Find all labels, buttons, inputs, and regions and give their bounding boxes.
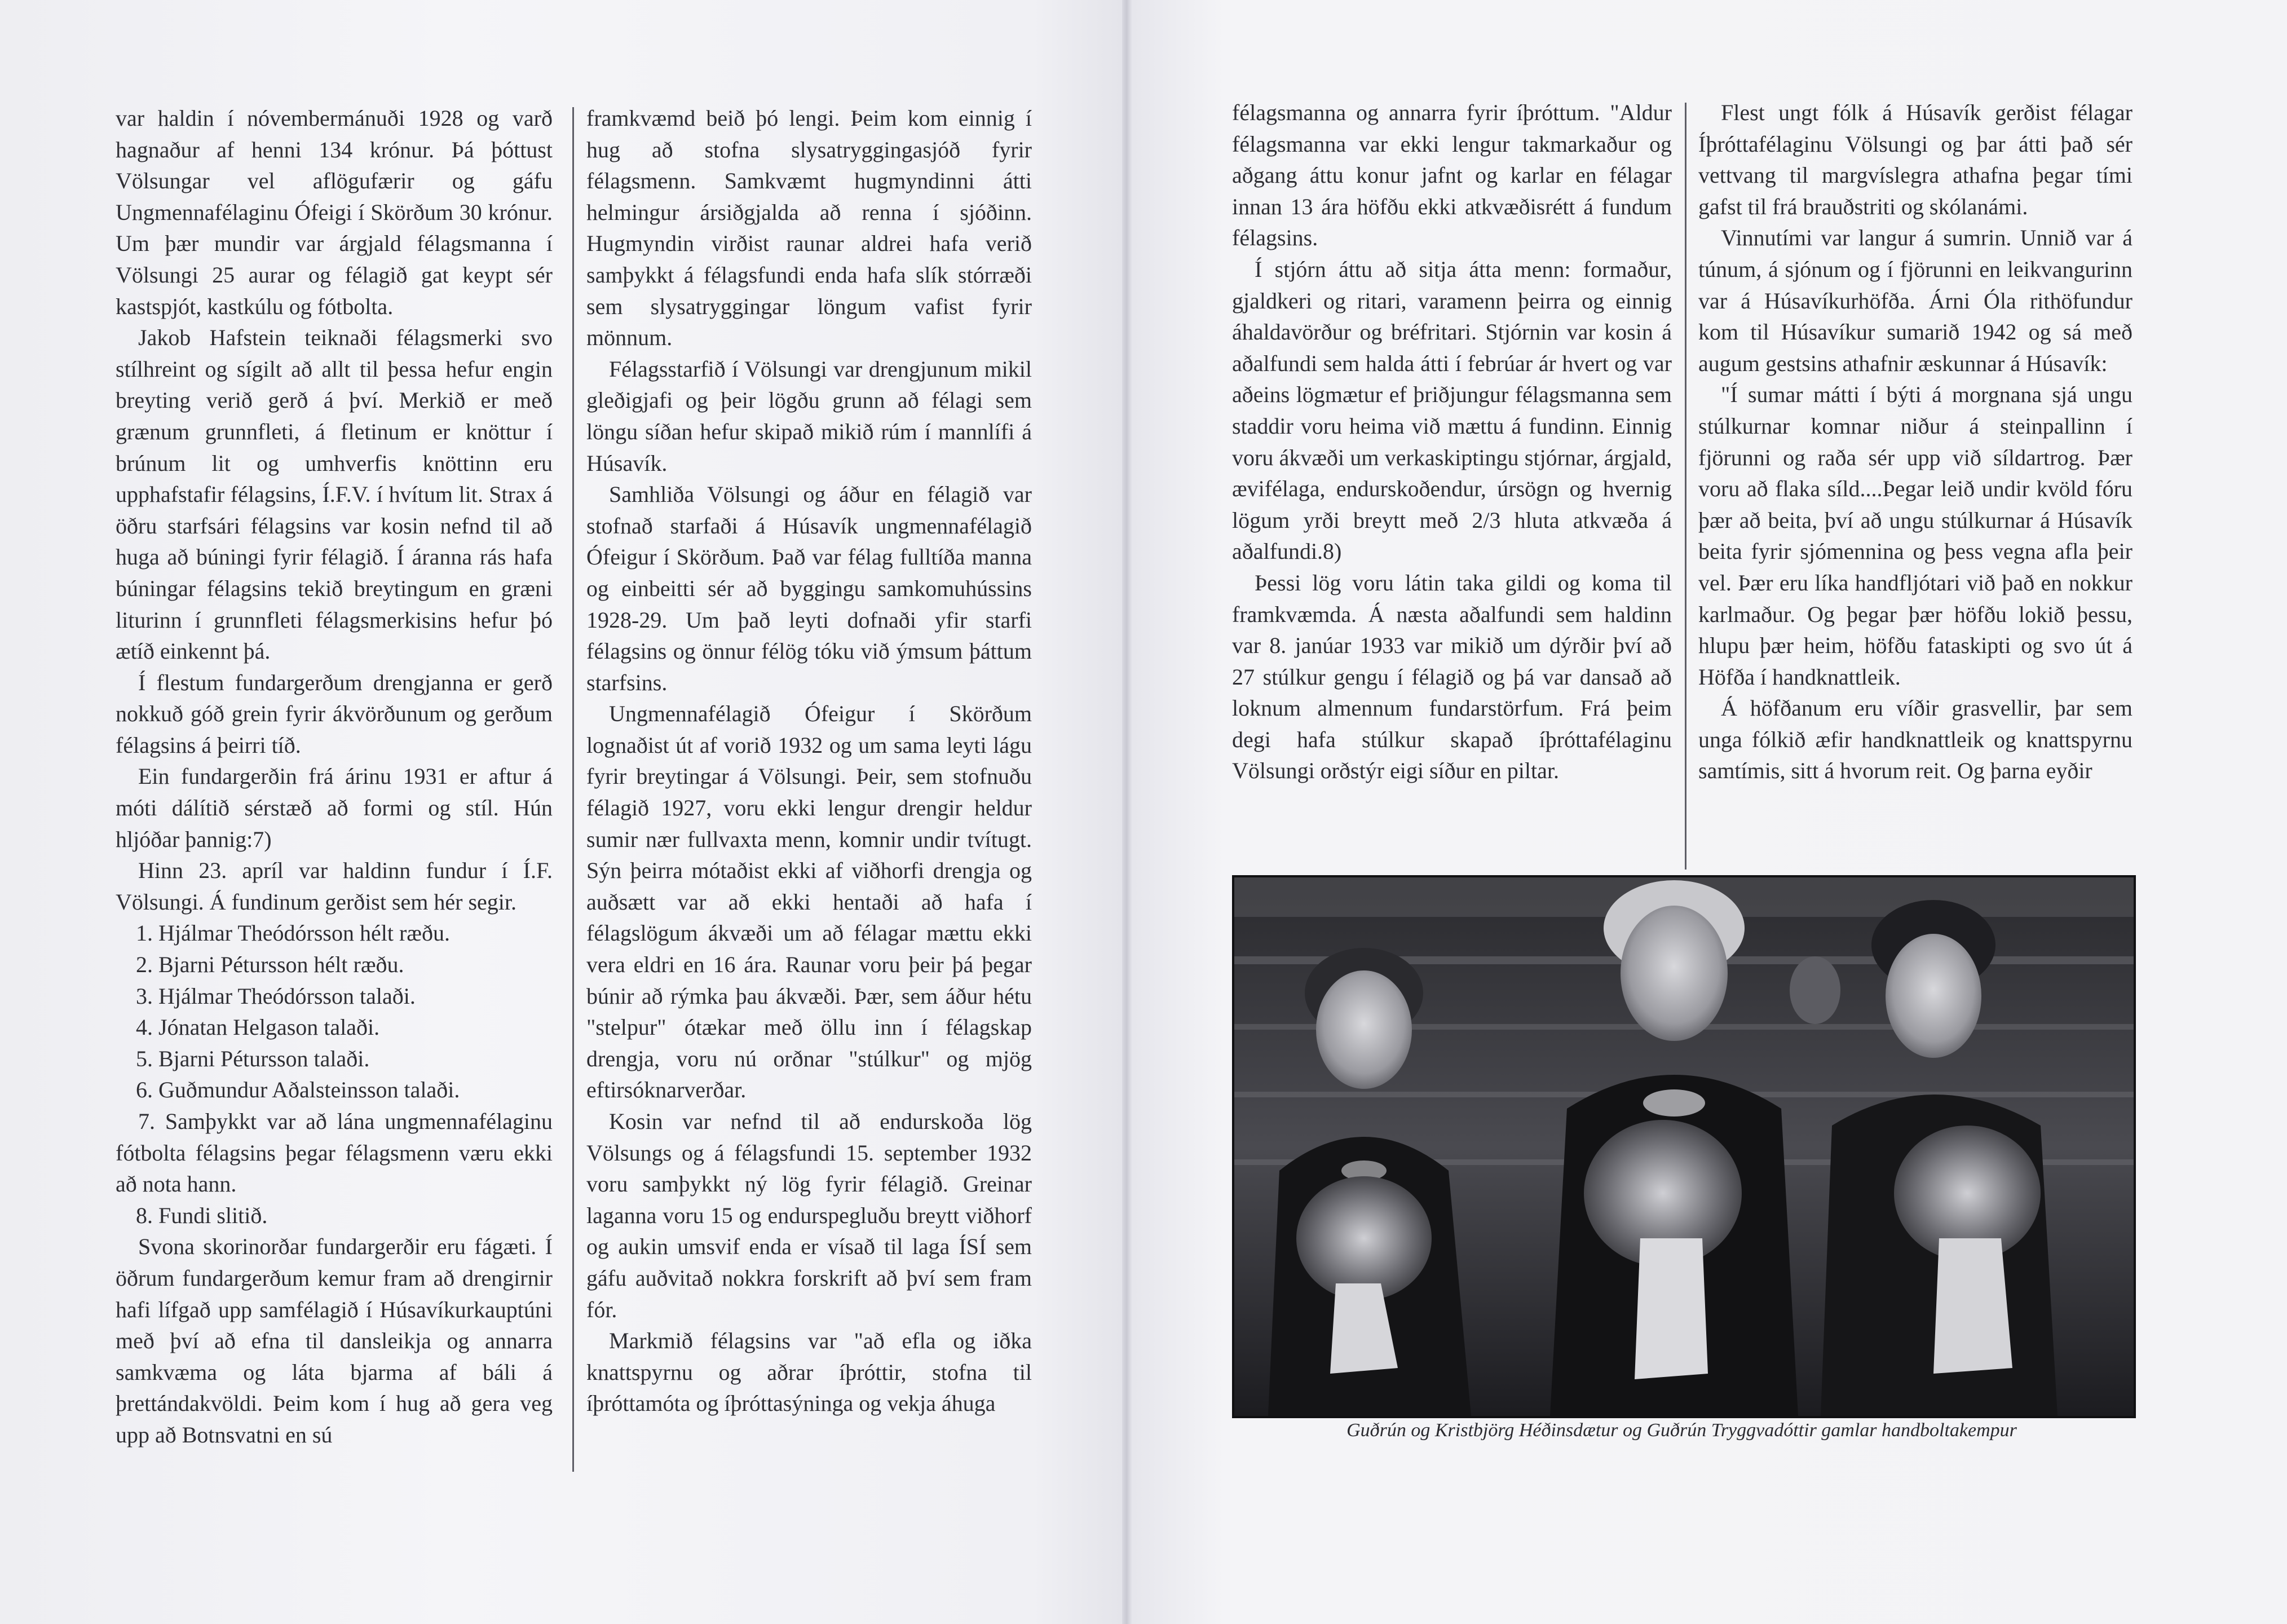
- right-page-column-1: [1232, 97, 1672, 875]
- paragraph: Ungmennafélagið Ófeigur í Skörðum lognaðist út af vorið 1932 og um sama leyti lágu fyrir breytingar á Völsungi. Þeir, sem stofnuðu félagið 1927, voru ekki lengur drengir heldur sumir nær fullvaxta menn, komnir undir tvítugt. Sýn þeirra mótaðist ekki af viðhorfi drengja og auðsætt var að ekki hentaði að hafa í félagslögum ákvæði um að félagar mættu ekki vera eldri en 16 ára. Raunar voru þeir þá þegar búnir að rýmka þau ákvæði. Þær, sem áður hétu "stelpur" ótækar með öllu inn í félagskap drengja, voru nú orðnar "stúlkur" og mjög eftirsóknarverðar.: [586, 701, 1032, 1103]
- paragraph: 4. Jónatan Helgason talaði.: [136, 1014, 380, 1040]
- paragraph: Hinn 23. apríl var haldinn fundur í Í.F. Völsungi. Á fundinum gerðist sem hér segir.: [116, 858, 553, 915]
- photo-three-women-with-bouquets: [1232, 875, 2136, 1418]
- left-page-column-1: [116, 103, 553, 1484]
- paragraph: 3. Hjálmar Theódórsson talaði.: [136, 983, 416, 1009]
- paragraph: Á höfðanum eru víðir grasvellir, þar sem unga fólkið æfir handknattleik og knattspyrnu samtímis, sitt á hvorum reit. Og þarna eyðir: [1698, 695, 2133, 784]
- paragraph: Jakob Hafstein teiknaði félagsmerki svo stílhreint og sígilt að allt til þessa hefur engin breyting verið gerð á því. Merkið er með grænum grunnfleti, á fletinum er knöttur í brúnum lit og umhverfis knöttinn eru upphafstafir félagsins, Í.F.V. í hvítum lit. Strax á öðru starfsári félagsins var kosin nefnd til að huga að búningi fyrir félagið. Í áranna rás hafa búningar félagsins tekið breytingum en græni liturinn í grunnfleti félagsmerkisins hefur þó ætíð einkennt þá.: [116, 325, 553, 664]
- column-divider: [1685, 103, 1686, 870]
- paragraph: Í flestum fundargerðum drengjanna er gerð nokkuð góð grein fyrir ákvörðunum og gerðum félagsins á þeirri tíð.: [116, 669, 553, 758]
- column-divider: [572, 107, 574, 1472]
- paragraph: Flest ungt fólk á Húsavík gerðist félagar Íþróttafélaginu Völsungi og þar átti það sér vettvang til margvíslegra athafna þegar tími gafst til frá brauðstriti og skólanámi.: [1698, 100, 2133, 219]
- paragraph: var haldin í nóvembermánuði 1928 og varð hagnaður af henni 134 krónur. Þá þóttust Völsungar vel aflögufærir og gáfu Ungmennafélaginu Ófeigi í Skörðum 30 krónur. Um þær mundir var árgjald félagsmanna í Völsungi 25 aurar og félagið gat keypt sér kastspjót, kastkúlu og fótbolta.: [116, 105, 553, 319]
- paragraph: 2. Bjarni Pétursson hélt ræðu.: [136, 952, 404, 978]
- paragraph: 7. Samþykkt var að lána ungmennafélaginu fótbolta félagsins þegar félagsmenn væru ekki að nota hann.: [116, 1109, 553, 1197]
- paragraph: Félagsstarfið í Völsungi var drengjunum mikil gleðigjafi og þeir lögðu grunn að félagi sem löngu síðan hefur skipað mikið rúm í mannlífi á Húsavík.: [586, 356, 1032, 476]
- paragraph: 1. Hjálmar Theódórsson hélt ræðu.: [136, 920, 450, 946]
- book-gutter: [1122, 0, 1132, 1624]
- paragraph: Í stjórn áttu að sitja átta menn: formaður, gjaldkeri og ritari, varamenn þeirra og einnig áhaldavörður og bréfritari. Stjórnin var kosin á aðalfundi sem halda átti í febrúar ár hvert og var aðeins lögmætur ef þriðjungur félagsmanna sem staddir voru heima við mættu á fundinn. Einnig voru ákvæði um verkaskiptingu stjórnar, árgjald, ævifélaga, endurskoðendur, úrsögn og hvernig lögum yrði breytt með 2/3 hluta atkvæða á aðalfundi.8): [1232, 256, 1672, 564]
- paragraph: "Í sumar mátti í býti á morgnana sjá ungu stúlkurnar komnar niður á steinpallinn í fjörunni og raða sér upp við síldartrog. Þær voru að flaka síld....Þegar leið undir kvöld fóru þær að beita, því að ungu stúlkurnar á Húsavík beita fyrir sjómennina og þess vegna afla þeir vel. Þær eru líka handfljótari við það en nokkur karlmaður. Og þegar þær höfðu lokið þessu, hlupu þær heim, höfðu fataskipti og svo út á Höfða í handknattleik.: [1698, 382, 2133, 690]
- paragraph: félagsmanna og annarra fyrir íþróttum. "Aldur félagsmanna var ekki lengur takmarkaður og aðgang áttu konur jafnt og karlar en félagar innan 13 ára höfðu ekki atkvæðisrétt á fundum félagsins.: [1232, 100, 1672, 251]
- paragraph: Svona skorinorðar fundargerðir eru fágæti. Í öðrum fundargerðum kemur fram að drengirnir hafi lífgað upp samfélagið í Húsavíkurkauptúni með því að efna til dansleikja og annarra samkvæma og láta bjarma af báli á þrettándakvöldi. Þeim kom í hug að gera veg upp að Botnsvatni en sú: [116, 1234, 553, 1448]
- right-page-column-2: [1698, 97, 2133, 875]
- left-page-column-2: [586, 103, 1032, 1484]
- paragraph: Markmið félagsins var "að efla og iðka knattspyrnu og aðrar íþróttir, stofna til íþróttamóta og íþróttasýninga og vekja áhuga: [586, 1328, 1032, 1416]
- paragraph: Vinnutími var langur á sumrin. Unnið var á túnum, á sjónum og í fjörunni en leikvangurinn var á Húsavíkurhöfða. Árni Óla rithöfundur kom til Húsavíkur sumarið 1942 og sá með augum gestsins athafnir æskunnar á Húsavík:: [1698, 225, 2133, 376]
- photo-caption: Guðrún og Kristbjörg Héðinsdætur og Guðrún Tryggvadóttir gamlar handboltakempur: [1346, 1420, 2017, 1441]
- paragraph: framkvæmd beið þó lengi. Þeim kom einnig í hug að stofna slysatryggingasjóð fyrir félagsmenn. Samkvæmt hugmyndinni átti helmingur ársiðgjalda að renna í sjóðinn. Hugmyndin virðist raunar aldrei hafa verið samþykkt á félagsfundi enda hafa slík stórræði sem slysatryggingar löngum vafist fyrir mönnum.: [586, 105, 1032, 351]
- paragraph: Ein fundargerðin frá árinu 1931 er aftur á móti dálítið sérstæð að formi og stíl. Hún hljóðar þannig:7): [116, 764, 553, 852]
- paragraph: 6. Guðmundur Aðalsteinsson talaði.: [136, 1077, 460, 1103]
- paragraph: Kosin var nefnd til að endurskoða lög Völsungs og á félagsfundi 15. september 1932 voru samþykkt ný lög fyrir félagið. Greinar laganna voru 15 og endurspegluðu breytt viðhorf og aukin umsvif enda er vísað til laga ÍSÍ sem gáfu auðvitað nokkra forskrift að því sem fram fór.: [586, 1109, 1032, 1322]
- paragraph: Þessi lög voru látin taka gildi og koma til framkvæmda. Á næsta aðalfundi sem haldinn var 8. janúar 1933 var mikið um dýrðir því að 27 stúlkur gengu í félagið og þá var dansað að loknum almennum fundarstörfum. Frá þeim degi hafa stúlkur skapað íþróttafélaginu Völsungi orðstýr eigi síður en piltar.: [1232, 570, 1672, 784]
- paragraph: Samhliða Völsungi og áður en félagið var stofnað starfaði á Húsavík ungmennafélagið Ófeigur í Skörðum. Það var félag fulltíða manna og einbeitti sér að byggingu samkomuhússins 1928-29. Um það leyti dofnaði yfir starfi félagsins og önnur félög tóku við ýmsum þáttum starfsins.: [586, 482, 1032, 695]
- paragraph: 5. Bjarni Pétursson talaði.: [136, 1045, 370, 1071]
- paragraph: 8. Fundi slitið.: [136, 1202, 268, 1228]
